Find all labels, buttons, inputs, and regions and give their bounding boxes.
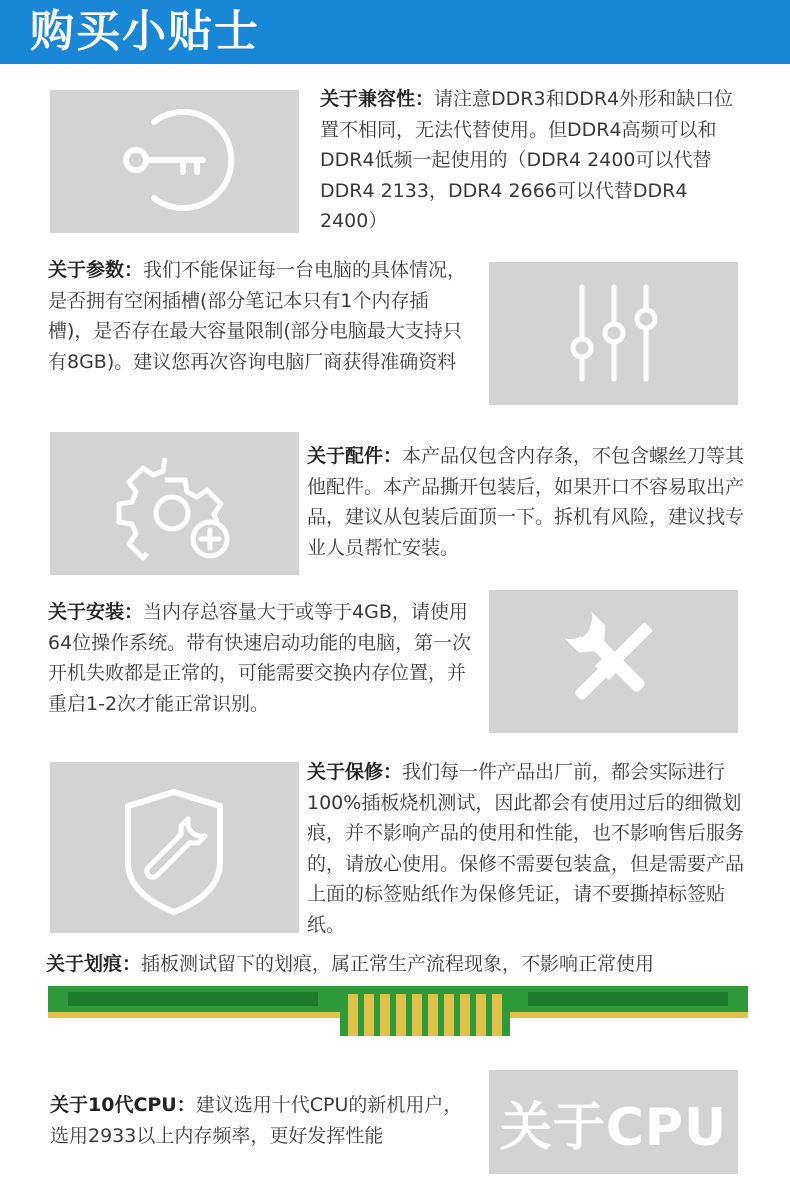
cpu-label: 关于10代CPU： xyxy=(50,1094,196,1116)
gear-plus-icon xyxy=(50,432,299,575)
header-banner xyxy=(0,0,790,64)
accessories-label: 关于配件： xyxy=(307,445,403,467)
parameters-tile xyxy=(489,262,738,405)
accessories-text xyxy=(307,441,747,563)
installation-tile xyxy=(489,590,738,733)
shield-wrench-icon xyxy=(50,762,299,933)
compatibility-text xyxy=(320,84,750,237)
installation-text xyxy=(48,597,484,719)
installation-body: 当内存总容量大于或等于4GB，请使用64位操作系统。带有快速启动功能的电脑，第一次开机失败都是正常的，可能需要交换内存位置，并重启1-2次才能正常识别。 xyxy=(48,601,472,715)
warranty-tile xyxy=(50,762,299,933)
page-title: 购买小贴士 xyxy=(30,6,260,57)
warranty-text xyxy=(307,757,750,940)
scratch-note xyxy=(46,950,654,978)
ram-module-image xyxy=(48,984,748,1040)
installation-label: 关于安装： xyxy=(48,601,144,623)
accessories-tile xyxy=(50,432,299,575)
compatibility-tile xyxy=(50,90,299,233)
scratch-label: 关于划痕： xyxy=(46,953,142,975)
scratch-body: 插板测试留下的划痕，属正常生产流程现象，不影响正常使用 xyxy=(141,953,655,975)
compatibility-label: 关于兼容性： xyxy=(320,88,435,110)
accessories-body: 本产品仅包含内存条，不包含螺丝刀等其他配件。本产品撕开包装后，如果开口不容易取出产品，建议从包装后面顶一下。拆机有风险，建议找专业人员帮忙安装。 xyxy=(307,445,745,559)
cpu-body: 建议选用十代CPU的新机用户，选用2933以上内存频率，更好发挥性能 xyxy=(50,1094,463,1147)
warranty-label: 关于保修： xyxy=(307,761,403,783)
compatibility-body: 请注意DDR3和DDR4外形和缺口位置不相同，无法代替使用。但DDR4高频可以和DDR4低频一起使用的（DDR4 2400可以代替DDR4 2133，DDR4 2666可以代替DDR4 2400） xyxy=(320,88,734,232)
parameters-label: 关于参数： xyxy=(48,259,144,281)
sliders-icon xyxy=(489,262,738,405)
warranty-body: 我们每一件产品出厂前，都会实际进行100%插板烧机测试，因此都会有使用过后的细微划痕，并不影响产品的使用和性能，也不影响售后服务的，请放心使用。保修不需要包装盒，但是需要产品上面的标签贴纸作为保修凭证，请不要撕掉标签贴纸。 xyxy=(307,761,745,936)
parameters-text xyxy=(48,255,473,377)
cpu-tile xyxy=(489,1070,738,1174)
cpu-tile-text: 关于CPU xyxy=(499,1097,728,1158)
parameters-body: 我们不能保证每一台电脑的具体情况，是否拥有空闲插槽(部分笔记本只有1个内存插槽)，是否存在最大容量限制(部分电脑最大支持只有8GB)。建议您再次咨询电脑厂商获得准确资料 xyxy=(48,259,467,373)
tools-icon xyxy=(489,590,738,733)
cpu-text xyxy=(50,1090,475,1151)
key-icon xyxy=(50,90,299,233)
